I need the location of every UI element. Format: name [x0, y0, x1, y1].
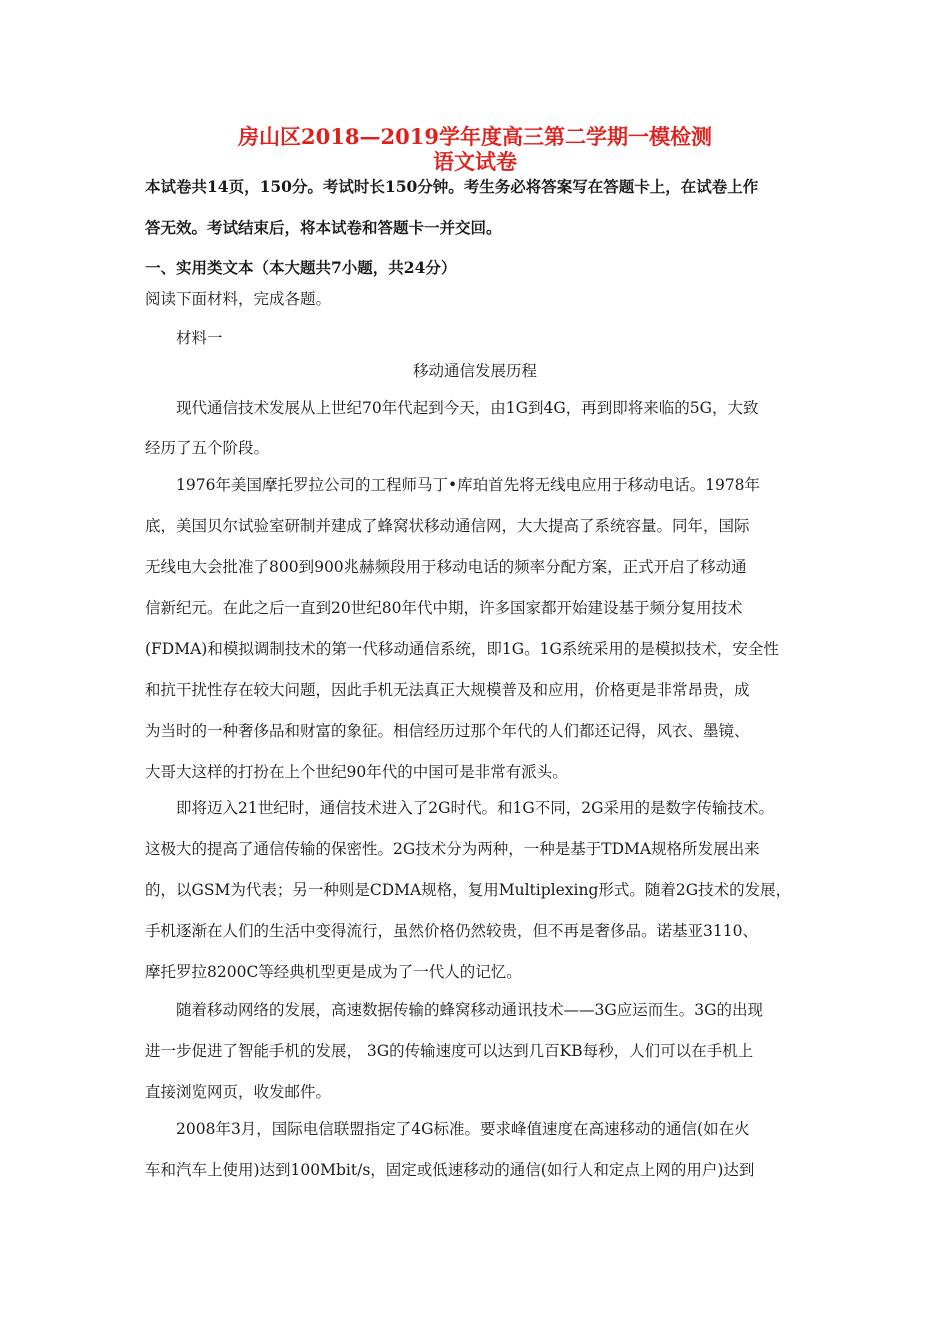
body-line: 现代通信技术发展从上世纪70年代起到今天，由1G到4G，再到即将来临的5G，大致	[176, 399, 759, 417]
body-line: 随着移动网络的发展，高速数据传输的蜂窝移动通讯技术——3G应运而生。3G的出现	[176, 1001, 763, 1019]
body-line: 车和汽车上使用)达到100Mbit/s，固定或低速移动的通信(如行人和定点上网的用户)达到	[145, 1161, 755, 1179]
body-line: 进一步促进了智能手机的发展， 3G的传输速度可以达到几百KB每秒，人们可以在手机上	[145, 1042, 754, 1060]
body-line: 无线电大会批准了800到900兆赫频段用于移动电话的频率分配方案，正式开启了移动通	[145, 558, 747, 576]
body-line: 信新纪元。在此之后一直到20世纪80年代中期，许多国家都开始建设基于频分复用技术	[145, 599, 743, 617]
body-line: 2008年3月，国际电信联盟指定了4G标准。要求峰值速度在高速移动的通信(如在火	[176, 1120, 750, 1138]
section-heading: 一、实用类文本（本大题共7小题，共24分）	[145, 258, 457, 277]
exam-title: 房山区2018—2019学年度高三第二学期一模检测	[238, 124, 712, 149]
body-line: 摩托罗拉8200C等经典机型更是成为了一代人的记忆。	[145, 963, 522, 981]
body-line: 底，美国贝尔试验室研制并建成了蜂窝状移动通信网，大大提高了系统容量。同年，国际	[145, 517, 750, 535]
exam-subtitle: 语文试卷	[433, 149, 517, 174]
body-line: 为当时的一种奢侈品和财富的象征。相信经历过那个年代的人们都还记得，风衣、墨镜、	[145, 722, 750, 740]
body-line: 即将迈入21世纪时，通信技术进入了2G时代。和1G不同，2G采用的是数字传输技术。	[176, 799, 774, 817]
body-line: (FDMA)和模拟调制技术的第一代移动通信系统，即1G。1G系统采用的是模拟技术，安全性	[145, 640, 779, 658]
article-title: 移动通信发展历程	[412, 362, 537, 380]
body-line: 直接浏览网页，收发邮件。	[145, 1083, 332, 1101]
material-label: 材料一	[176, 329, 223, 347]
notice-line-2: 答无效。考试结束后，将本试卷和答题卡一并交回。	[145, 218, 502, 237]
body-line: 手机逐渐在人们的生活中变得流行，虽然价格仍然较贵，但不再是奢侈品。诺基亚3110、	[145, 922, 758, 940]
body-line: 大哥大这样的打扮在上个世纪90年代的中国可是非常有派头。	[145, 763, 568, 781]
instruction-text: 阅读下面材料，完成各题。	[145, 290, 332, 308]
body-line: 经历了五个阶段。	[145, 439, 270, 457]
body-line: 和抗干扰性存在较大问题，因此手机无法真正大规模普及和应用，价格更是非常昂贵，成	[145, 681, 750, 699]
notice-line-1: 本试卷共14页，150分。考试时长150分钟。考生务必将答案写在答题卡上，在试卷上作	[145, 177, 759, 196]
body-line: 1976年美国摩托罗拉公司的工程师马丁•库珀首先将无线电应用于移动电话。1978年	[176, 476, 761, 494]
body-line: 这极大的提高了通信传输的保密性。2G技术分为两种，一种是基于TDMA规格所发展出来	[145, 840, 760, 858]
body-line: 的，以GSM为代表；另一种则是CDMA规格，复用Multiplexing形式。随着2G技术的发展，	[145, 881, 792, 899]
